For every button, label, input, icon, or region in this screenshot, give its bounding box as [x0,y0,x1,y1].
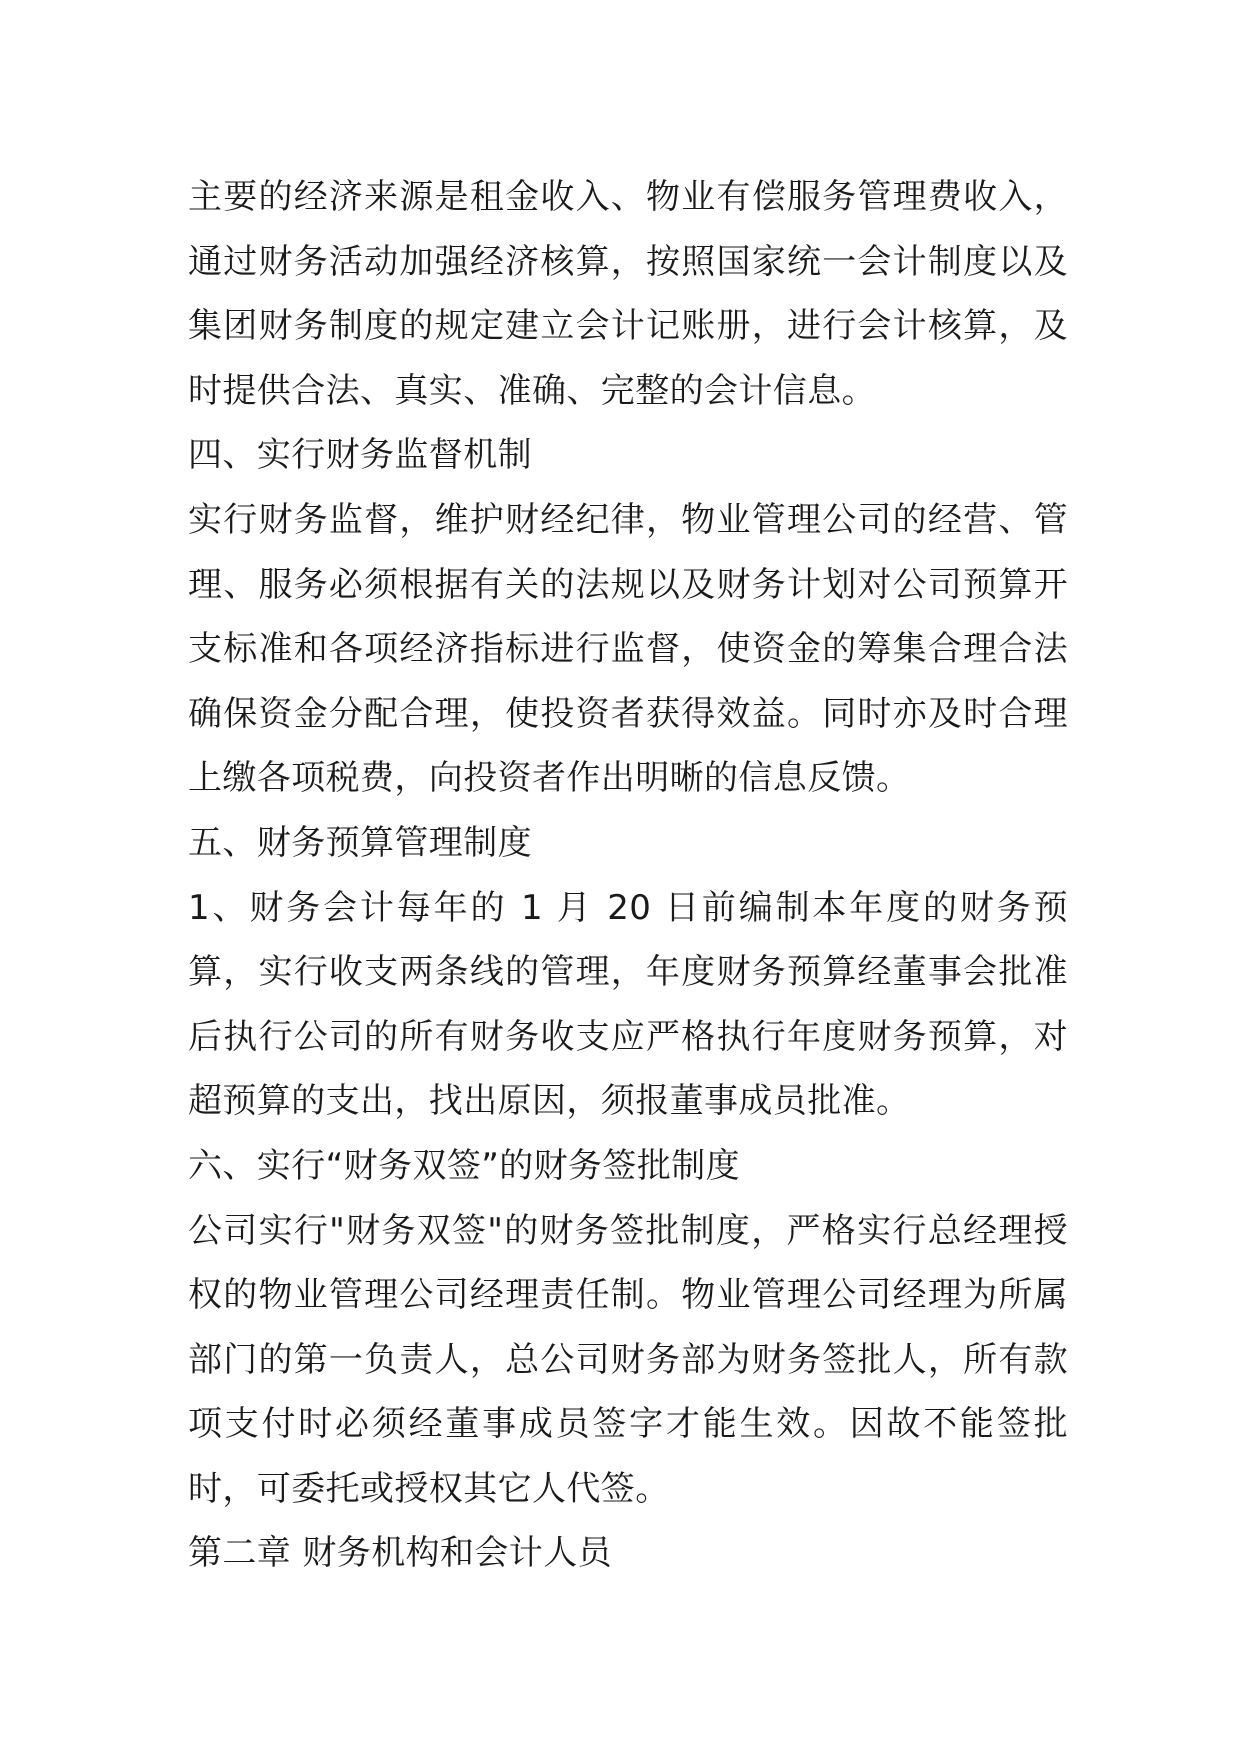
paragraph-dual-signature: 公司实行"财务双签"的财务签批制度，严格实行总经理授权的物业管理公司经理责任制。物业管理公司经理为所属部门的第一负责人，总公司财务部为财务签批人，所有款项支付时必须经董事成员签字才能生效。因故不能签批时，可委托或授权其它人代签。 [188,1210,1068,1509]
heading-budget-management: 五、财务预算管理制度 [188,822,532,863]
paragraph-economic-sources: 主要的经济来源是租金收入、物业有偿服务管理费收入，通过财务活动加强经济核算，按照国家统一会计制度以及集团财务制度的规定建立会计记账册，进行会计核算，及时提供合法、真实、准确、完整的会计信息。 [188,177,1068,411]
paragraph-budget-management: 1、财务会计每年的 1 月 20 日前编制本年度的财务预算，实行收支两条线的管理，年度财务预算经董事会批准后执行公司的所有财务收支应严格执行年度财务预算，对超预算的支出，找出原因，须报董事成员批准。 [188,887,1068,1122]
document-page [188,165,1068,1586]
paragraph-financial-supervision: 实行财务监督，维护财经纪律，物业管理公司的经营、管理、服务必须根据有关的法规以及财务计划对公司预算开支标准和各项经济指标进行监督，使资金的筹集合理合法确保资金分配合理，使投资者获得效益。同时亦及时合理上缴各项税费，向投资者作出明晰的信息反馈。 [188,499,1068,799]
chapter-two-heading: 第二章 财务机构和会计人员 [188,1533,613,1574]
heading-dual-signature: 六、实行“财务双签”的财务签批制度 [188,1145,741,1186]
heading-financial-supervision: 四、实行财务监督机制 [188,435,532,476]
